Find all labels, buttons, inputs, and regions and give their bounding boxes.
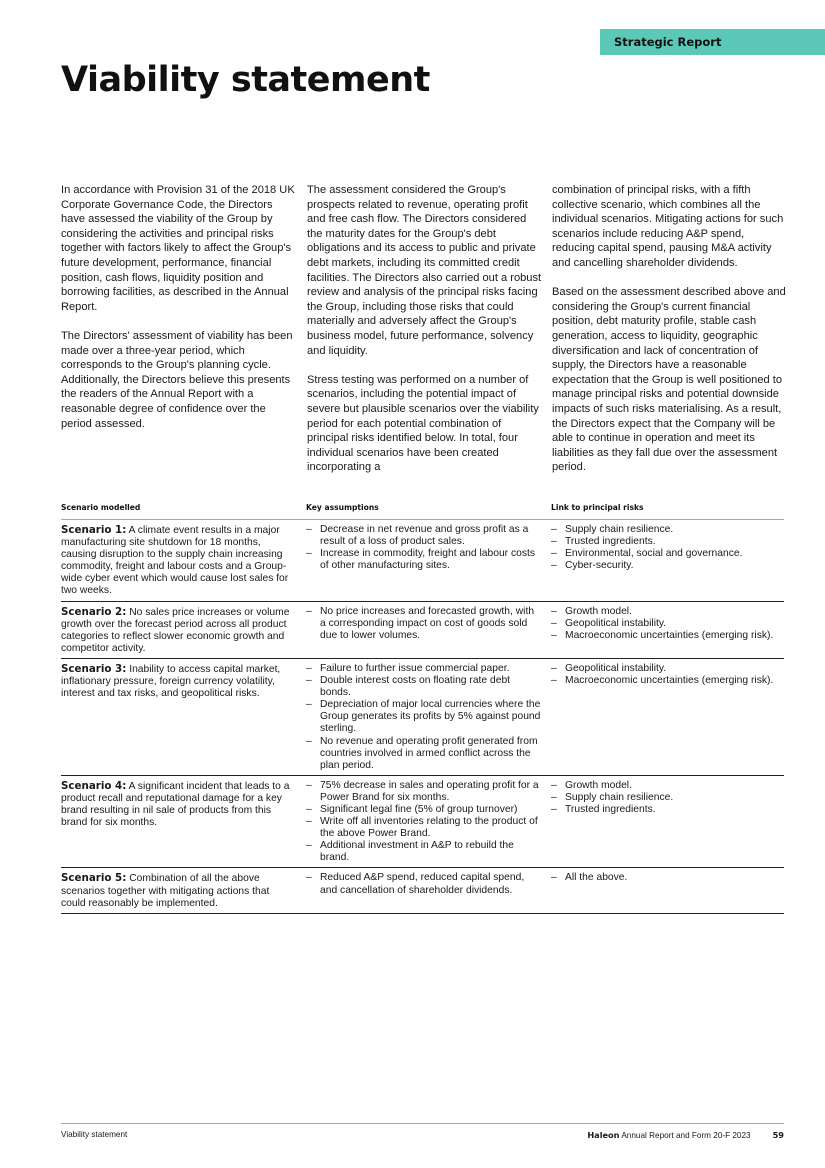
paragraph: The assessment considered the Group's prospects related to revenue, operating profit and free cash flow. The Directors considered the maturity dates for the Group's debt obligations and its access to public and private debt markets, including its committed credit facilities. The Directors also carried out a robust review and analysis of the principal risks facing the Group, including those risks that could materially and adversely affect the Group's business model, future performance, solvency and liquidity. bbox=[307, 184, 542, 357]
risk-item: – Environmental, social and governance. bbox=[551, 548, 774, 560]
assumptions-cell bbox=[306, 868, 551, 913]
risk-item: – Geopolitical instability. bbox=[551, 663, 774, 675]
risk-item: – All the above. bbox=[551, 872, 774, 884]
paragraph: The Directors' assessment of viability has been made over a three-year period, which corresponds to the Group's planning cycle. Additionally, the Directors believe this presents the readers of the Annual Report with a reasonable degree of confidence over the period assessed. bbox=[61, 329, 293, 430]
column-header-assumptions: Key assumptions bbox=[306, 503, 551, 520]
intro-column-3 bbox=[552, 183, 788, 489]
risk-item: – Cyber-security. bbox=[551, 560, 774, 572]
scenario-name: Scenario 1: bbox=[61, 524, 127, 536]
risk-item: – Geopolitical instability. bbox=[551, 618, 774, 630]
footer-section-label: Viability statement bbox=[61, 1130, 128, 1139]
risks-cell bbox=[551, 658, 784, 775]
scenario-name: Scenario 2: bbox=[61, 605, 127, 618]
assumption-item: – Significant legal fine (5% of group turnover) bbox=[306, 804, 541, 816]
assumption-item: – Additional investment in A&P to rebuild the brand. bbox=[306, 840, 541, 864]
scenario-description: A significant incident that leads to a product recall and reputational damage for a key brand resulting in nil sale of products from this brand for six months. bbox=[61, 780, 290, 829]
assumptions-cell bbox=[306, 775, 551, 868]
scenario-table bbox=[61, 503, 784, 914]
assumption-item: – No price increases and forecasted growth, with a corresponding impact on cost of goods sold due to lower volumes. bbox=[306, 606, 541, 642]
assumptions-cell bbox=[306, 520, 551, 602]
column-header-risks: Link to principal risks bbox=[551, 503, 784, 520]
scenario-name: Scenario 4: bbox=[61, 779, 127, 792]
table-row bbox=[61, 601, 784, 658]
scenario-cell bbox=[61, 658, 306, 775]
assumption-item: – Failure to further issue commercial paper. bbox=[306, 663, 541, 675]
assumption-item: – Double interest costs on floating rate debt bonds. bbox=[306, 675, 541, 699]
report-name: Annual Report and Form 20-F 2023 bbox=[619, 1131, 751, 1140]
assumption-item: – Decrease in net revenue and gross profit as a result of a loss of product sales. bbox=[306, 524, 541, 548]
risk-item: – Macroeconomic uncertainties (emerging risk). bbox=[551, 630, 774, 642]
table-header-row bbox=[61, 503, 784, 520]
risks-cell bbox=[551, 520, 784, 602]
table-row bbox=[61, 868, 784, 913]
page-number: 59 bbox=[772, 1130, 784, 1140]
scenario-cell bbox=[61, 775, 306, 868]
intro-column-2 bbox=[307, 183, 543, 489]
risk-item: – Macroeconomic uncertainties (emerging risk). bbox=[551, 675, 774, 687]
paragraph: Based on the assessment described above and considering the Group's current financial position, debt maturity profile, stable cash generation, access to liquidity, geographic diversification and lack of concentration of supply, the Directors have a reasonable expectation that the Group is well positioned to manage principal risks and potential downside impacts of such risks materialising. As a result, the Directors expect that the Company will be able to continue in operation and meet its liabilities as they fall due over the assessment period. bbox=[552, 286, 786, 474]
assumption-item: – Reduced A&P spend, reduced capital spend, and cancellation of shareholder dividends. bbox=[306, 872, 541, 896]
table-row bbox=[61, 520, 784, 602]
assumption-item: – Depreciation of major local currencies where the Group generates its profits by 5% against pound sterling. bbox=[306, 699, 541, 735]
table-row bbox=[61, 658, 784, 775]
assumption-item: – Increase in commodity, freight and labour costs of other manufacturing sites. bbox=[306, 548, 541, 572]
page-title: Viability statement bbox=[61, 60, 430, 100]
section-tag: Strategic Report bbox=[600, 29, 825, 55]
scenario-name: Scenario 5: bbox=[61, 872, 127, 885]
intro-column-1 bbox=[61, 183, 297, 446]
table-row bbox=[61, 775, 784, 868]
risk-item: – Trusted ingredients. bbox=[551, 804, 774, 816]
risks-cell bbox=[551, 601, 784, 658]
risk-item: – Supply chain resilience. bbox=[551, 524, 774, 536]
footer-divider bbox=[61, 1123, 784, 1124]
paragraph: In accordance with Provision 31 of the 2018 UK Corporate Governance Code, the Directors have assessed the viability of the Group by considering the activities and principal risks together with factors likely to affect the Group's future development, performance, financial position, cash flows, liquidity position and borrowing facilities, as described in the Annual Report. bbox=[61, 184, 295, 313]
risks-cell bbox=[551, 868, 784, 913]
risk-item: – Growth model. bbox=[551, 606, 774, 618]
risks-cell bbox=[551, 775, 784, 868]
risk-item: – Trusted ingredients. bbox=[551, 536, 774, 548]
scenario-description: A climate event results in a major manufacturing site shutdown for 18 months, causing disruption to the supply chain increasing commodity, freight and labour costs and a Group-wide cyber event which would cause lost sales for two weeks. bbox=[61, 525, 289, 597]
scenario-description: Inability to access capital market, inflationary pressure, foreign currency volatility, interest and tax risks, and geopolitical risks. bbox=[61, 663, 281, 700]
scenario-cell bbox=[61, 601, 306, 658]
footer-report-info bbox=[587, 1130, 784, 1140]
assumption-item: – No revenue and operating profit generated from countries involved in armed conflict across the plan period. bbox=[306, 736, 541, 772]
brand-name: Haleon bbox=[587, 1130, 620, 1140]
paragraph: Stress testing was performed on a number of scenarios, including the potential impact of severe but plausible scenarios over the viability period for each potential combination of principal risks identified below. In total, four individual scenarios have been created incorporating a bbox=[307, 373, 539, 474]
risk-item: – Supply chain resilience. bbox=[551, 792, 774, 804]
paragraph: combination of principal risks, with a fifth collective scenario, which combines all the individual scenarios. Mitigating actions for such scenarios include reducing A&P spend, reducing capital spend, pausing M&A activity and cancelling shareholder dividends. bbox=[552, 184, 784, 269]
scenario-cell bbox=[61, 868, 306, 913]
scenario-description: Combination of all the above scenarios together with mitigating actions that could reasonably be implemented. bbox=[61, 873, 270, 909]
assumption-item: – Write off all inventories relating to the product of the above Power Brand. bbox=[306, 816, 541, 840]
assumption-item: – 75% decrease in sales and operating profit for a Power Brand for six months. bbox=[306, 780, 541, 804]
scenario-description: No sales price increases or volume growth over the forecast period across all product categories to reflect slower economic growth and competitor activity. bbox=[61, 606, 290, 654]
column-header-scenario: Scenario modelled bbox=[61, 503, 306, 520]
assumptions-cell bbox=[306, 658, 551, 775]
assumptions-cell bbox=[306, 601, 551, 658]
scenario-cell bbox=[61, 520, 306, 602]
scenario-name: Scenario 3: bbox=[61, 662, 127, 675]
risk-item: – Growth model. bbox=[551, 780, 774, 792]
